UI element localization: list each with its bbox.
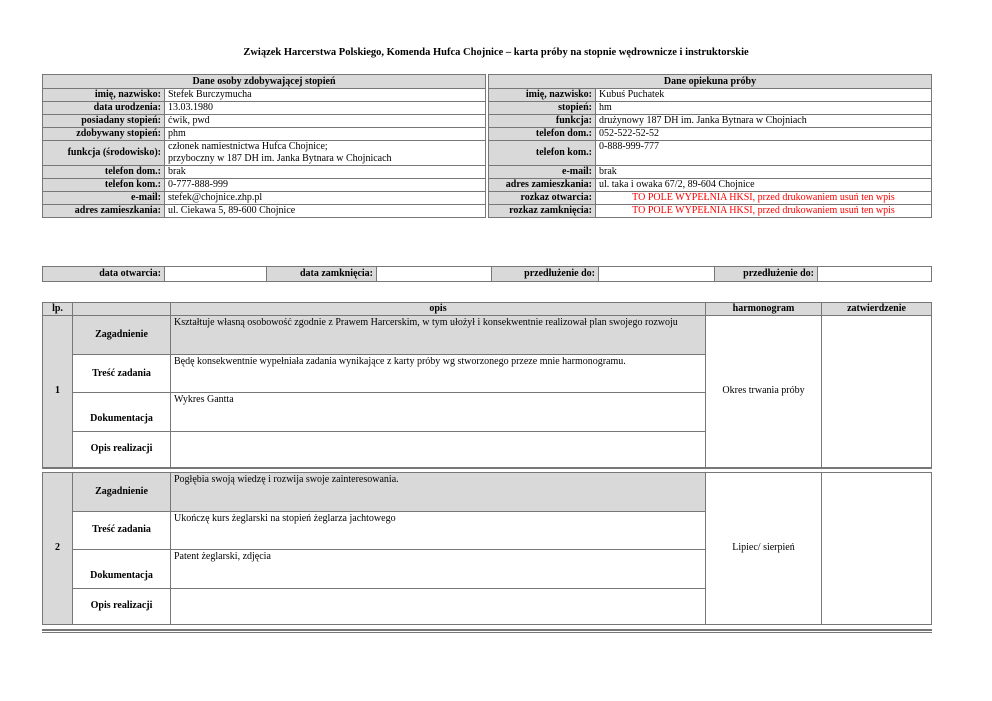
mentor-label: stopień: xyxy=(489,102,596,115)
task-harmonogram[interactable]: Okres trwania próby xyxy=(706,316,822,468)
candidate-label: posiadany stopień: xyxy=(43,115,165,128)
mentor-label: telefon dom.: xyxy=(489,128,596,141)
task-number: 2 xyxy=(43,472,73,624)
closing-order-value[interactable]: TO POLE WYPEŁNIA HKSI, przed drukowaniem usuń ten wpis xyxy=(596,205,932,218)
candidate-value[interactable]: 13.03.1980 xyxy=(165,102,486,115)
row-label-dokumentacja: Dokumentacja xyxy=(73,549,171,588)
opis-header: opis xyxy=(171,303,706,316)
dates-table xyxy=(42,266,932,282)
mentor-value[interactable]: 0-888-999-777 xyxy=(596,141,932,166)
candidate-label: imię, nazwisko: xyxy=(43,89,165,102)
task-approval[interactable] xyxy=(822,472,932,624)
lp-header: lp. xyxy=(43,303,73,316)
candidate-label: data urodzenia: xyxy=(43,102,165,115)
opening-date-label: data otwarcia: xyxy=(43,267,165,282)
task-opis-realizacji[interactable] xyxy=(171,588,706,624)
closing-date-label: data zamknięcia: xyxy=(267,267,377,282)
extension2-field[interactable] xyxy=(818,267,932,282)
candidate-label: e-mail: xyxy=(43,192,165,205)
mentor-value[interactable]: drużynowy 187 DH im. Janka Bytnara w Chojniach xyxy=(596,115,932,128)
mentor-label: telefon kom.: xyxy=(489,141,596,166)
document-title: Związek Harcerstwa Polskiego, Komenda Hufca Chojnice – karta próby na stopnie wędrownicze i instruktorskie xyxy=(243,47,749,58)
candidate-label: funkcja (środowisko): xyxy=(43,141,165,166)
row-label-opis-realizacji: Opis realizacji xyxy=(73,432,171,468)
mentor-header: Dane opiekuna próby xyxy=(489,75,932,89)
task-tresc[interactable]: Ukończę kurs żeglarski na stopień żeglarza jachtowego xyxy=(171,511,706,549)
task-harmonogram[interactable]: Lipiec/ sierpień xyxy=(706,472,822,624)
row-label-opis-realizacji: Opis realizacji xyxy=(73,588,171,624)
task-dokumentacja[interactable]: Wykres Gantta xyxy=(171,393,706,432)
mentor-label: rozkaz otwarcia: xyxy=(489,192,596,205)
candidate-value[interactable]: brak xyxy=(165,166,486,179)
task-dokumentacja[interactable]: Patent żeglarski, zdjęcia xyxy=(171,549,706,588)
extension1-field[interactable] xyxy=(599,267,715,282)
zatwierdzenie-header: zatwierdzenie xyxy=(822,303,932,316)
label-header xyxy=(73,303,171,316)
task-number: 1 xyxy=(43,316,73,468)
row-label-tresc: Treść zadania xyxy=(73,355,171,393)
candidate-header: Dane osoby zdobywającej stopień xyxy=(43,75,486,89)
mentor-table xyxy=(488,74,932,218)
row-label-dokumentacja: Dokumentacja xyxy=(73,393,171,432)
mentor-value[interactable]: 052-522-52-52 xyxy=(596,128,932,141)
mentor-value[interactable]: ul. taka i owaka 67/2, 89-604 Chojnice xyxy=(596,179,932,192)
mentor-label: imię, nazwisko: xyxy=(489,89,596,102)
mentor-value[interactable]: brak xyxy=(596,166,932,179)
task-tresc[interactable]: Będę konsekwentnie wypełniała zadania wynikające z karty próby wg stworzonego przeze mnie harmonogramu. xyxy=(171,355,706,393)
opening-date-field[interactable] xyxy=(165,267,267,282)
candidate-value[interactable]: phm xyxy=(165,128,486,141)
candidate-value[interactable]: Stefek Burczymucha xyxy=(165,89,486,102)
task-zagadnienie[interactable]: Kształtuje własną osobowość zgodnie z Prawem Harcerskim, w tym ułożył i konsekwentnie realizował plan swojego rozwoju xyxy=(171,316,706,355)
candidate-value[interactable]: 0-777-888-999 xyxy=(165,179,486,192)
harmonogram-header: harmonogram xyxy=(706,303,822,316)
row-label-zagadnienie: Zagadnienie xyxy=(73,472,171,511)
candidate-value[interactable]: stefek@chojnice.zhp.pl xyxy=(165,192,486,205)
function-line-1: członek namiestnictwa Hufca Chojnice; xyxy=(168,141,328,152)
mentor-label: e-mail: xyxy=(489,166,596,179)
candidate-label: adres zamieszkania: xyxy=(43,205,165,218)
closing-date-field[interactable] xyxy=(377,267,492,282)
task-opis-realizacji[interactable] xyxy=(171,432,706,468)
mentor-label: adres zamieszkania: xyxy=(489,179,596,192)
mentor-label: funkcja: xyxy=(489,115,596,128)
mentor-value[interactable]: hm xyxy=(596,102,932,115)
extension2-label: przedłużenie do: xyxy=(715,267,818,282)
candidate-label: telefon dom.: xyxy=(43,166,165,179)
candidate-value[interactable]: ul. Ciekawa 5, 89-600 Chojnice xyxy=(165,205,486,218)
row-label-tresc: Treść zadania xyxy=(73,511,171,549)
mentor-value[interactable]: Kubuś Puchatek xyxy=(596,89,932,102)
bottom-rule xyxy=(42,629,932,631)
row-label-zagadnienie: Zagadnienie xyxy=(73,316,171,355)
candidate-value[interactable] xyxy=(165,141,486,166)
candidate-label: zdobywany stopień: xyxy=(43,128,165,141)
extension1-label: przedłużenie do: xyxy=(492,267,599,282)
task-approval[interactable] xyxy=(822,316,932,468)
function-line-2: przyboczny w 187 DH im. Janka Bytnara w Chojnicach xyxy=(168,153,392,164)
opening-order-value[interactable]: TO POLE WYPEŁNIA HKSI, przed drukowaniem usuń ten wpis xyxy=(596,192,932,205)
tasks-table xyxy=(42,302,932,625)
candidate-label: telefon kom.: xyxy=(43,179,165,192)
task-zagadnienie[interactable]: Pogłębia swoją wiedzę i rozwija swoje zainteresowania. xyxy=(171,472,706,511)
candidate-value[interactable]: ćwik, pwd xyxy=(165,115,486,128)
mentor-label: rozkaz zamknięcia: xyxy=(489,205,596,218)
bottom-rule-2 xyxy=(42,632,932,633)
candidate-table xyxy=(42,74,486,218)
